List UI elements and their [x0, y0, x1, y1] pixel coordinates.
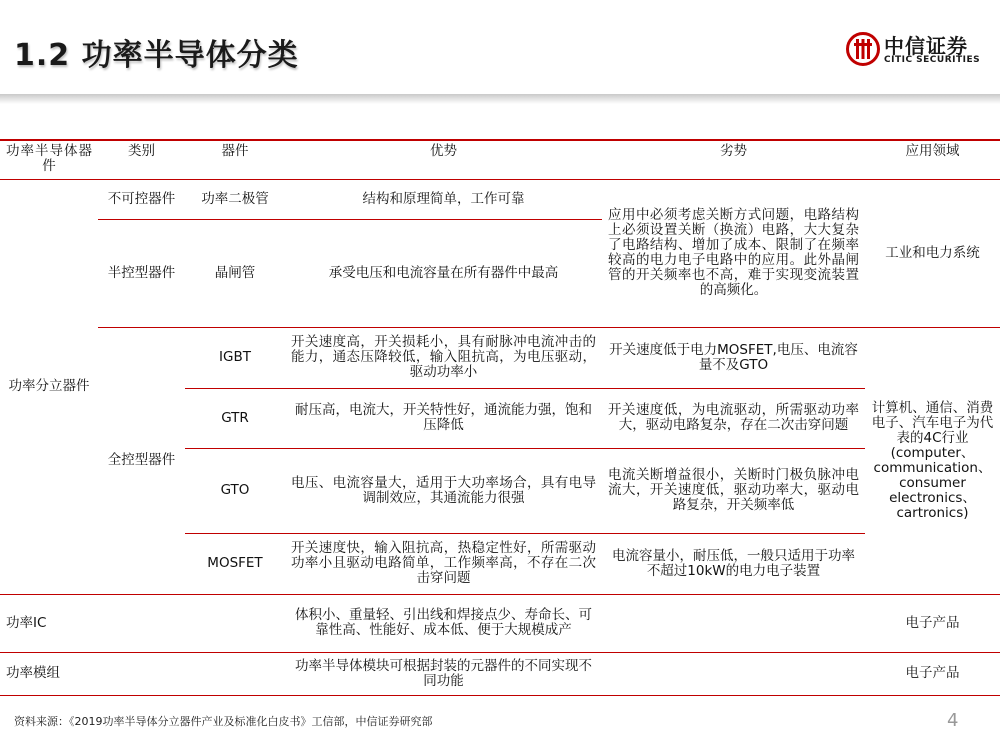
advantage-cell: 功率半导体模块可根据封装的元器件的不同实现不同功能: [285, 652, 602, 695]
category-cell: 全控型器件: [98, 327, 185, 594]
page-number: 4: [947, 710, 959, 731]
device-cell: 晶闸管: [185, 219, 285, 327]
application-cell: 电子产品: [865, 652, 1000, 695]
header-divider: [0, 94, 1000, 104]
table-header-row: [0, 140, 1000, 179]
header-device: 功率半导体器件: [0, 140, 98, 179]
logo-text-chinese: 中信证券: [884, 34, 968, 58]
advantage-cell: 开关速度高，开关损耗小，具有耐脉冲电流冲击的能力，通态压降较低，输入阻抗高，为电压驱动，驱动功率小: [285, 327, 602, 388]
device-cell: MOSFET: [185, 533, 285, 594]
advantage-cell: 开关速度快，输入阻抗高，热稳定性好，所需驱动功率小且驱动电路简单，工作频率高，不存在二次击穿问题: [285, 533, 602, 594]
citic-logo-icon: [846, 32, 880, 66]
disadvantage-cell: 开关速度低于电力MOSFET,电压、电流容量不及GTO: [602, 327, 865, 388]
table-row: [0, 327, 1000, 388]
disadvantage-cell: 开关速度低，为电流驱动，所需驱动功率大，驱动电路复杂，存在二次击穿问题: [602, 388, 865, 448]
semiconductor-table: [0, 139, 1000, 696]
header-disadvantages: 劣势: [602, 140, 865, 179]
power-module-cell: 功率模组: [0, 652, 98, 695]
header-category: 类别: [98, 140, 185, 179]
source-note: 资料来源：《2019功率半导体分立器件产业及标准化白皮书》工信部，中信证券研究部: [14, 715, 433, 728]
disadvantage-cell: 电流容量小，耐压低，一般只适用于功率不超过10kW的电力电子装置: [602, 533, 865, 594]
category-cell: 不可控器件: [98, 179, 185, 219]
table-row: [0, 179, 1000, 219]
discrete-devices-cell: 功率分立器件: [0, 179, 98, 594]
logo-text-english: CITIC SECURITIES: [884, 55, 981, 65]
table-row: [0, 594, 1000, 652]
application-cell: 电子产品: [865, 594, 1000, 652]
advantage-cell: 结构和原理简单，工作可靠: [285, 179, 602, 219]
header-application: 应用领域: [865, 140, 1000, 179]
table-row: [0, 652, 1000, 695]
advantage-cell: 耐压高，电流大，开关特性好，通流能力强，饱和压降低: [285, 388, 602, 448]
header-component: 器件: [185, 140, 285, 179]
header-advantages: 优势: [285, 140, 602, 179]
page-title: 1.2 功率半导体分类: [14, 38, 299, 73]
device-cell: 功率二极管: [185, 179, 285, 219]
device-cell: GTR: [185, 388, 285, 448]
advantage-cell: 体积小、重量轻、引出线和焊接点少、寿命长、可靠性高、性能好、成本低、便于大规模成产: [285, 594, 602, 652]
advantage-cell: 电压、电流容量大，适用于大功率场合，具有电导调制效应，其通流能力很强: [285, 448, 602, 533]
device-cell: IGBT: [185, 327, 285, 388]
power-ic-cell: 功率IC: [0, 594, 98, 652]
citic-logo: [846, 28, 991, 72]
disadvantage-cell: 电流关断增益很小，关断时门极负脉冲电流大，开关速度低，驱动功率大，驱动电路复杂，开关频率低: [602, 448, 865, 533]
category-cell: 半控型器件: [98, 219, 185, 327]
application-cell: 计算机、通信、消费电子、汽车电子为代表的4C行业(computer、communication、consumer electronics、cartronics): [865, 327, 1000, 594]
advantage-cell: 承受电压和电流容量在所有器件中最高: [285, 219, 602, 327]
disadvantage-cell: 应用中必须考虑关断方式问题，电路结构上必须设置关断（换流）电路，大大复杂了电路结构、增加了成本、限制了在频率较高的电力电子电路中的应用。此外晶闸管的开关频率也不高，难于实现变流装置的高频化。: [602, 179, 865, 327]
device-cell: GTO: [185, 448, 285, 533]
application-cell: 工业和电力系统: [865, 179, 1000, 327]
